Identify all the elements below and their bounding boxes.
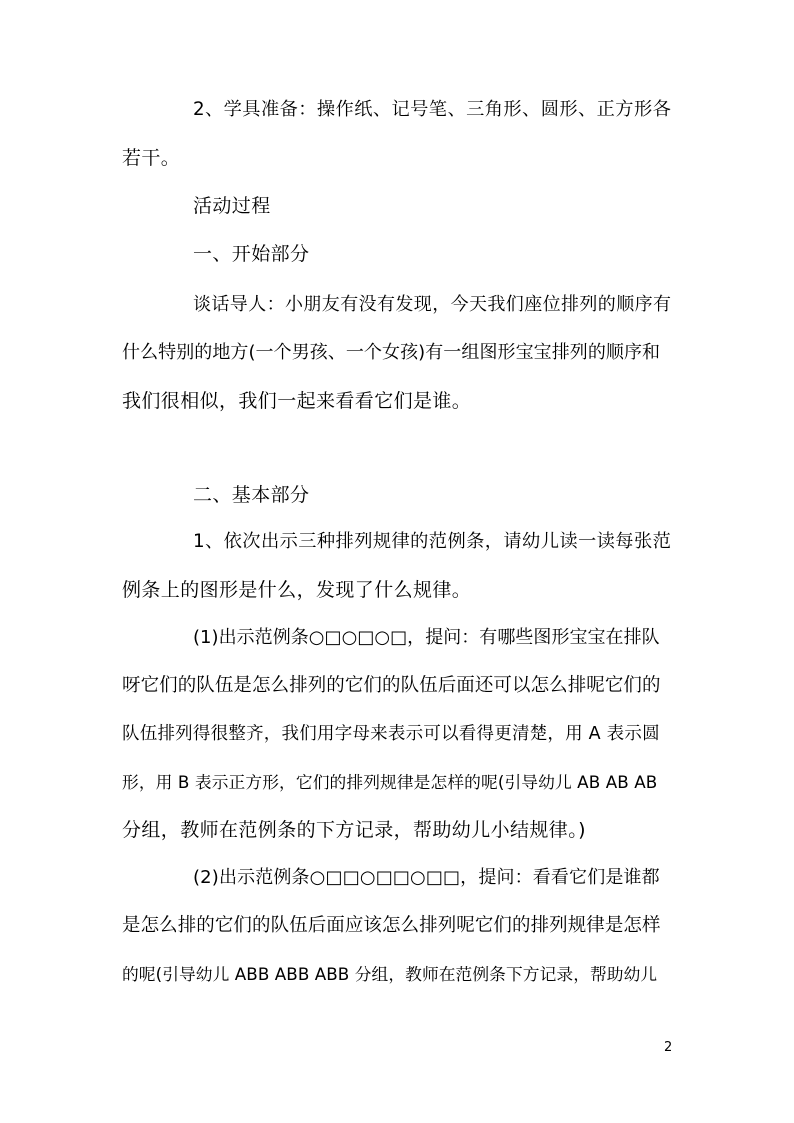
text-line-13: 队伍排列得很整齐，我们用字母来表示可以看得更清楚，用 A 表示圆 [122, 724, 660, 744]
text-line-11: (1)出示范例条○□○□○□，提问：有哪些图形宝宝在排队 [193, 627, 660, 648]
text-line-7: 我们很相似，我们一起来看看它们是谁。 [122, 390, 472, 412]
text-line-10: 例条上的图形是什么，发现了什么规律。 [122, 579, 472, 601]
text-line-14: 形，用 B 表示正方形，它们的排列规律是怎样的呢(引导幼儿 AB AB AB [122, 772, 658, 792]
text-line-3: 活动过程 [193, 195, 271, 217]
text-line-9: 1、依次出示三种排列规律的范例条，请幼儿读一读每张范 [193, 531, 671, 552]
text-line-4: 一、开始部分 [193, 243, 310, 265]
text-line-12: 呀它们的队伍是怎么排列的它们的队伍后面还可以怎么排呢它们的 [122, 675, 661, 696]
text-line-1: 2、学具准备：操作纸、记号笔、三角形、圆形、正方形各 [193, 99, 671, 120]
page-number: 2 [664, 1040, 673, 1055]
text-line-8: 二、基本部分 [193, 484, 310, 506]
text-line-18: 的呢(引导幼儿 ABB ABB ABB 分组，教师在范例条下方记录，帮助幼儿 [122, 964, 658, 984]
text-line-2: 若干。 [122, 147, 181, 169]
text-line-6: 什么特别的地方(一个男孩、一个女孩)有一组图形宝宝排列的顺序和 [122, 342, 661, 363]
text-line-16: (2)出示范例条○□□○□□○□□，提问：看看它们是谁都 [193, 867, 660, 888]
text-line-5: 谈话导人：小朋友有没有发现，今天我们座位排列的顺序有 [193, 294, 671, 315]
text-line-15: 分组，教师在范例条的下方记录，帮助幼儿小结规律。) [122, 819, 586, 841]
text-line-17: 是怎么排的它们的队伍后面应该怎么排列呢它们的排列规律是怎样 [122, 915, 661, 936]
